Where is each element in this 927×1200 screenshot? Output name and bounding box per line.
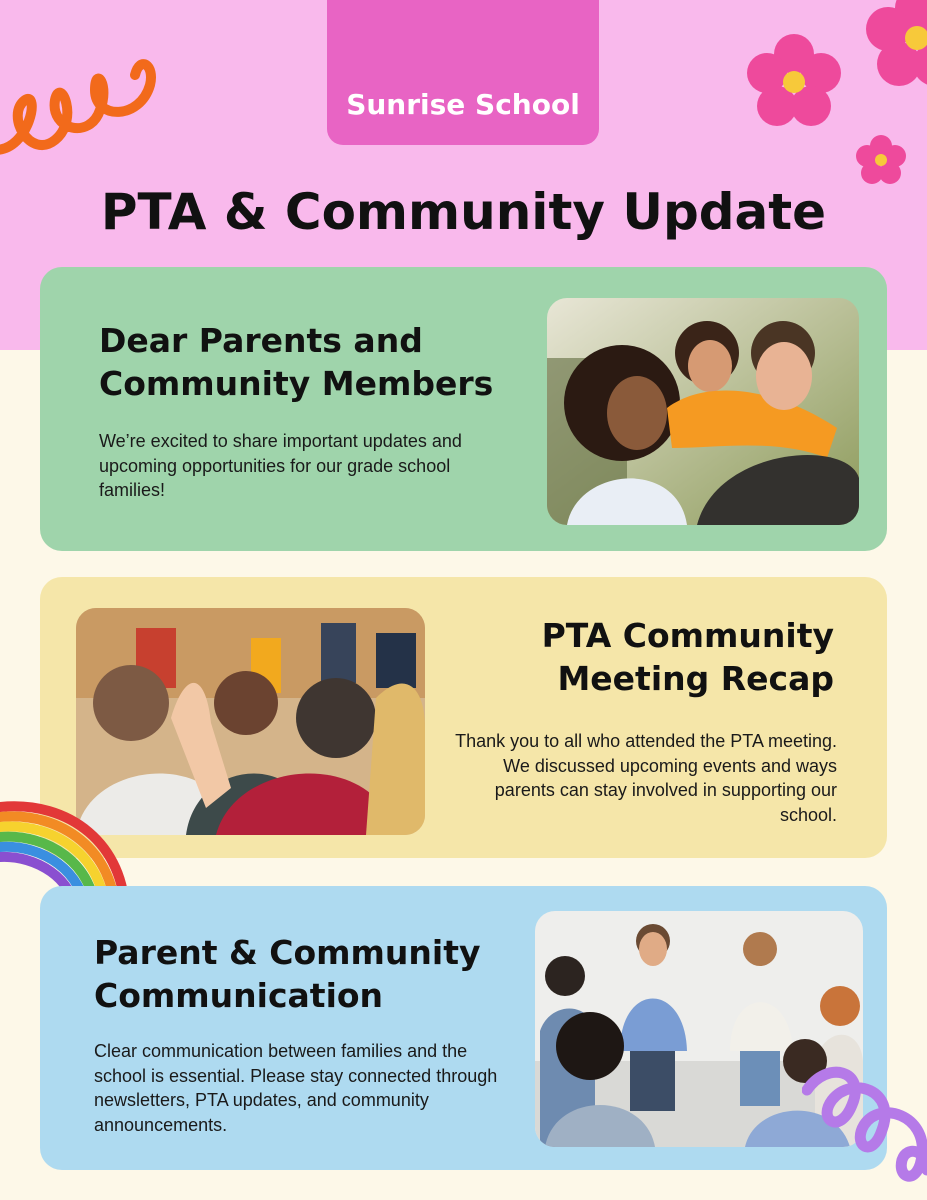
flower-icon <box>852 130 910 188</box>
purple-squiggle-icon <box>802 1060 927 1200</box>
meeting-recap-card <box>40 577 887 858</box>
welcome-card <box>40 267 887 551</box>
communication-card <box>40 886 887 1170</box>
page-title: PTA & Community Update <box>100 183 827 241</box>
welcome-body: We’re excited to share important updates and upcoming opportunities for our grade school families! <box>99 431 462 500</box>
orange-squiggle-icon <box>0 30 170 165</box>
flower-icon <box>740 22 850 137</box>
welcome-heading: Dear Parents and Community Members <box>99 321 494 403</box>
school-name-tab <box>327 0 599 145</box>
communication-heading: Parent & Community Communication <box>94 933 481 1015</box>
meeting-recap-body: Thank you to all who attended the PTA meeting. We discussed upcoming events and ways parents can stay involved in supporting our school. <box>455 731 837 825</box>
flower-icon <box>845 0 927 100</box>
family-photo <box>547 298 859 525</box>
school-name: Sunrise School <box>346 88 580 121</box>
meeting-recap-heading: PTA Community Meeting Recap <box>541 616 834 698</box>
communication-body: Clear communication between families and the school is essential. Please stay connected through newsletters, PTA updates, and community announcements. <box>94 1041 498 1135</box>
